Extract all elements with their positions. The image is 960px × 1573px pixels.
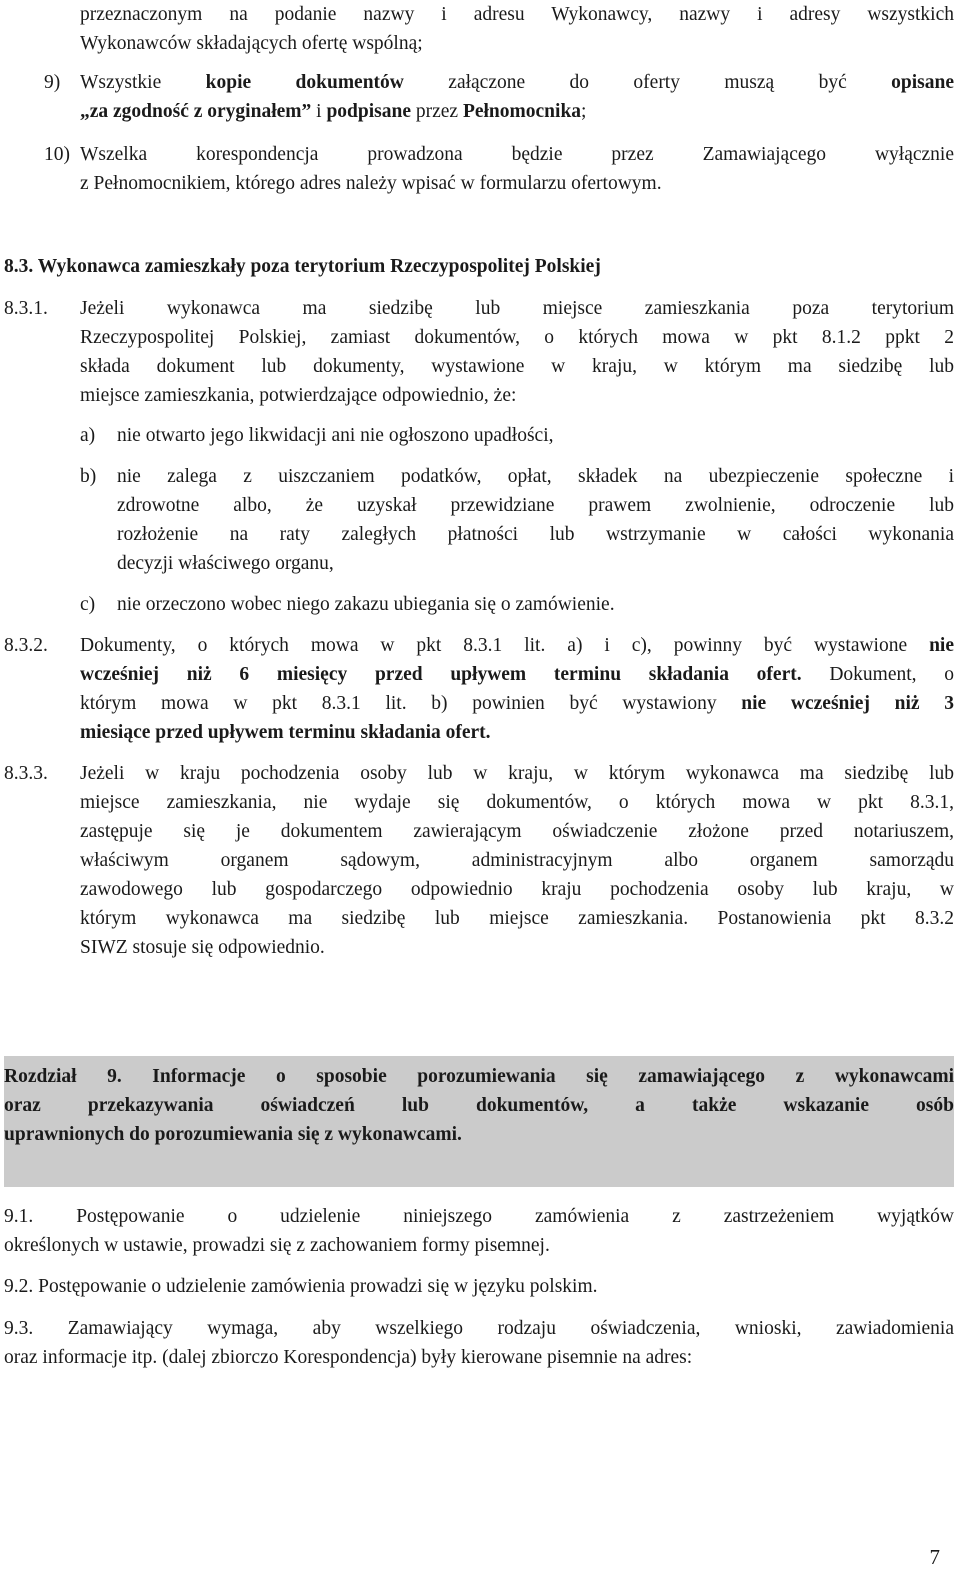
p832-line-2: wcześniej niż 6 miesięcy przed upływem terminu składania ofert. Dokument, o <box>80 664 954 685</box>
intro-line-1: przeznaczonym na podanie nazwy i adresu Wykonawcy, nazwy i adresy wszystkich <box>80 4 954 25</box>
intro-paragraph <box>80 0 954 58</box>
p93-line-1: 9.3. Zamawiający wymaga, aby wszelkiego rodzaju oświadczenia, wnioski, zawiadomienia <box>4 1318 954 1339</box>
p831-text <box>80 294 954 410</box>
p833-number: 8.3.3. <box>4 763 48 784</box>
p831-line-4: miejsce zamieszkania, potwierdzające odpowiednio, że: <box>80 385 517 406</box>
intro-line-2: Wykonawców składających ofertę wspólną; <box>80 33 423 54</box>
item-9-text <box>80 68 954 126</box>
p832-text <box>80 631 954 747</box>
p831-line-3: składa dokument lub dokumenty, wystawione w kraju, w którym ma siedzibę lub <box>80 356 954 377</box>
p833-line-6: którym wykonawca ma siedzibę lub miejsce zamieszkania. Postanowienia pkt 8.3.2 <box>80 908 954 929</box>
p831-a-text: nie otwarto jego likwidacji ani nie ogłoszono upadłości, <box>117 425 554 446</box>
p831-line-2: Rzeczypospolitej Polskiej, zamiast dokumentów, o których mowa w pkt 8.1.2 ppkt 2 <box>80 327 954 348</box>
item-10-line-1: Wszelka korespondencja prowadzona będzie przez Zamawiającego wyłącznie <box>80 144 954 165</box>
item-9-number: 9) <box>44 72 61 93</box>
item-10-number: 10) <box>44 144 70 165</box>
p831-b-line-4: decyzji właściwego organu, <box>117 553 334 574</box>
p832-number: 8.3.2. <box>4 635 48 656</box>
p831-number: 8.3.1. <box>4 298 48 319</box>
p832-line-4: miesiące przed upływem terminu składania ofert. <box>80 722 491 743</box>
p93-text <box>4 1314 954 1372</box>
p91-text <box>4 1202 954 1260</box>
item-9-line-2: „za zgodność z oryginałem” i podpisane przez Pełnomocnika; <box>80 101 587 122</box>
item-10-line-2: z Pełnomocnikiem, którego adres należy wpisać w formularzu ofertowym. <box>80 173 662 194</box>
p93-line-2: oraz informacje itp. (dalej zbiorczo Korespondencja) były kierowane pisemnie na adres: <box>4 1347 693 1368</box>
p833-text <box>80 759 954 962</box>
chapter-9-heading <box>4 1062 954 1149</box>
p831-line-1: Jeżeli wykonawca ma siedzibę lub miejsce zamieszkania poza terytorium <box>80 298 954 319</box>
page-number: 7 <box>929 1545 940 1569</box>
p833-line-5: zawodowego lub gospodarczego odpowiednio kraju pochodzenia osoby lub kraju, w <box>80 879 954 900</box>
p831-b-text <box>117 462 954 578</box>
chapter-9-heading-line-1: Rozdział 9. Informacje o sposobie porozumiewania się zamawiającego z wykonawcami <box>4 1066 954 1087</box>
p832-line-1: Dokumenty, o których mowa w pkt 8.3.1 lit. a) i c), powinny być wystawione nie <box>80 635 954 656</box>
section-8-3-heading: 8.3. Wykonawca zamieszkały poza terytorium Rzeczypospolitej Polskiej <box>4 256 601 277</box>
p92-text: 9.2. Postępowanie o udzielenie zamówienia prowadzi się w języku polskim. <box>4 1276 598 1297</box>
p831-c-label: c) <box>80 594 96 615</box>
p833-line-1: Jeżeli w kraju pochodzenia osoby lub w kraju, w którym wykonawca ma siedzibę lub <box>80 763 954 784</box>
p831-b-line-2: zdrowotne albo, że uzyskał przewidziane prawem zwolnienie, odroczenie lub <box>117 495 954 516</box>
item-9-line-1: Wszystkie kopie dokumentów załączone do oferty muszą być opisane <box>80 72 954 93</box>
p831-b-line-1: nie zalega z uiszczaniem podatków, opłat, składek na ubezpieczenie społeczne i <box>117 466 954 487</box>
p831-b-label: b) <box>80 466 97 487</box>
p831-a-label: a) <box>80 425 96 446</box>
chapter-9-heading-line-3: uprawnionych do porozumiewania się z wykonawcami. <box>4 1124 462 1145</box>
p91-line-1: 9.1. Postępowanie o udzielenie niniejszego zamówienia z zastrzeżeniem wyjątków <box>4 1206 954 1227</box>
chapter-9-heading-line-2: oraz przekazywania oświadczeń lub dokumentów, a także wskazanie osób <box>4 1095 954 1116</box>
p833-line-7: SIWZ stosuje się odpowiednio. <box>80 937 325 958</box>
p833-line-2: miejsce zamieszkania, nie wydaje się dokumentów, o których mowa w pkt 8.3.1, <box>80 792 954 813</box>
item-10-text <box>80 140 954 198</box>
p91-line-2: określonych w ustawie, prowadzi się z zachowaniem formy pisemnej. <box>4 1235 550 1256</box>
p831-c-text: nie orzeczono wobec niego zakazu ubiegania się o zamówienie. <box>117 594 615 615</box>
p832-line-3: którym mowa w pkt 8.3.1 lit. b) powinien być wystawiony nie wcześniej niż 3 <box>80 693 954 714</box>
p833-line-4: właściwym organem sądowym, administracyjnym albo organem samorządu <box>80 850 954 871</box>
p833-line-3: zastępuje się je dokumentem zawierającym oświadczenie złożone przed notariuszem, <box>80 821 954 842</box>
p831-b-line-3: rozłożenie na raty zaległych płatności lub wstrzymanie w całości wykonania <box>117 524 954 545</box>
